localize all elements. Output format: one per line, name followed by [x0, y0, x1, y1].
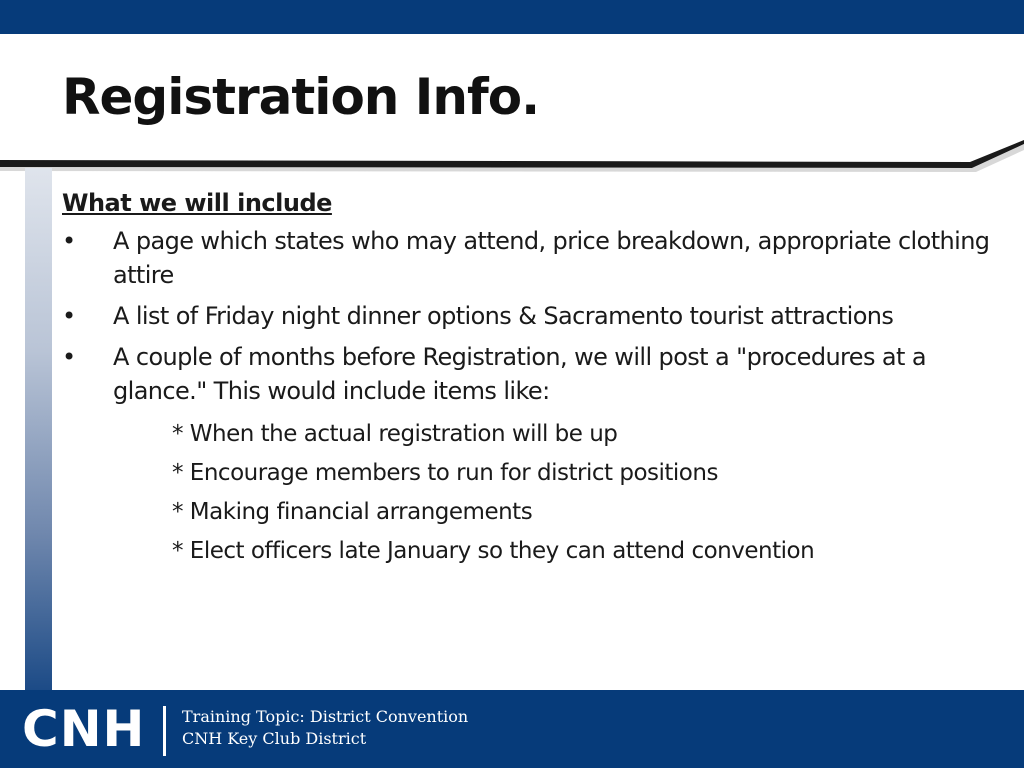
bullet-item: [62, 340, 1002, 408]
footer-bar: [0, 690, 1024, 768]
bullet-marker: •: [62, 227, 76, 255]
footer-training-topic: Training Topic: District Convention: [182, 707, 469, 726]
bullet-text: A list of Friday night dinner options & Sacramento tourist attractions: [113, 302, 894, 330]
logo-divider: [163, 706, 166, 756]
footer-district-name: CNH Key Club District: [182, 729, 367, 748]
footer-text: [182, 706, 468, 750]
title-underline-rule: [0, 140, 1024, 180]
bullet-text: A couple of months before Registration, we will post a "procedures at a glance." This would include items like:: [113, 343, 926, 405]
sub-item-list: [62, 415, 1002, 571]
bullet-marker: •: [62, 343, 76, 371]
slide-content: [62, 186, 1002, 571]
top-banner: [0, 0, 1024, 34]
sub-item: * Encourage members to run for district positions: [172, 460, 718, 486]
bullet-list: [62, 224, 1002, 408]
section-heading: What we will include: [62, 189, 332, 217]
bullet-item: [62, 299, 1002, 333]
cnh-logo: CNH: [22, 700, 146, 758]
side-accent-stripe: [25, 168, 52, 692]
sub-item: * Making financial arrangements: [172, 499, 533, 525]
bullet-text: A page which states who may attend, price breakdown, appropriate clothing attire: [113, 227, 990, 289]
bullet-item: [62, 224, 1002, 292]
page-title: Registration Info.: [62, 68, 540, 126]
bullet-marker: •: [62, 302, 76, 330]
sub-item: * When the actual registration will be up: [172, 421, 618, 447]
sub-item: * Elect officers late January so they can attend convention: [172, 538, 815, 564]
